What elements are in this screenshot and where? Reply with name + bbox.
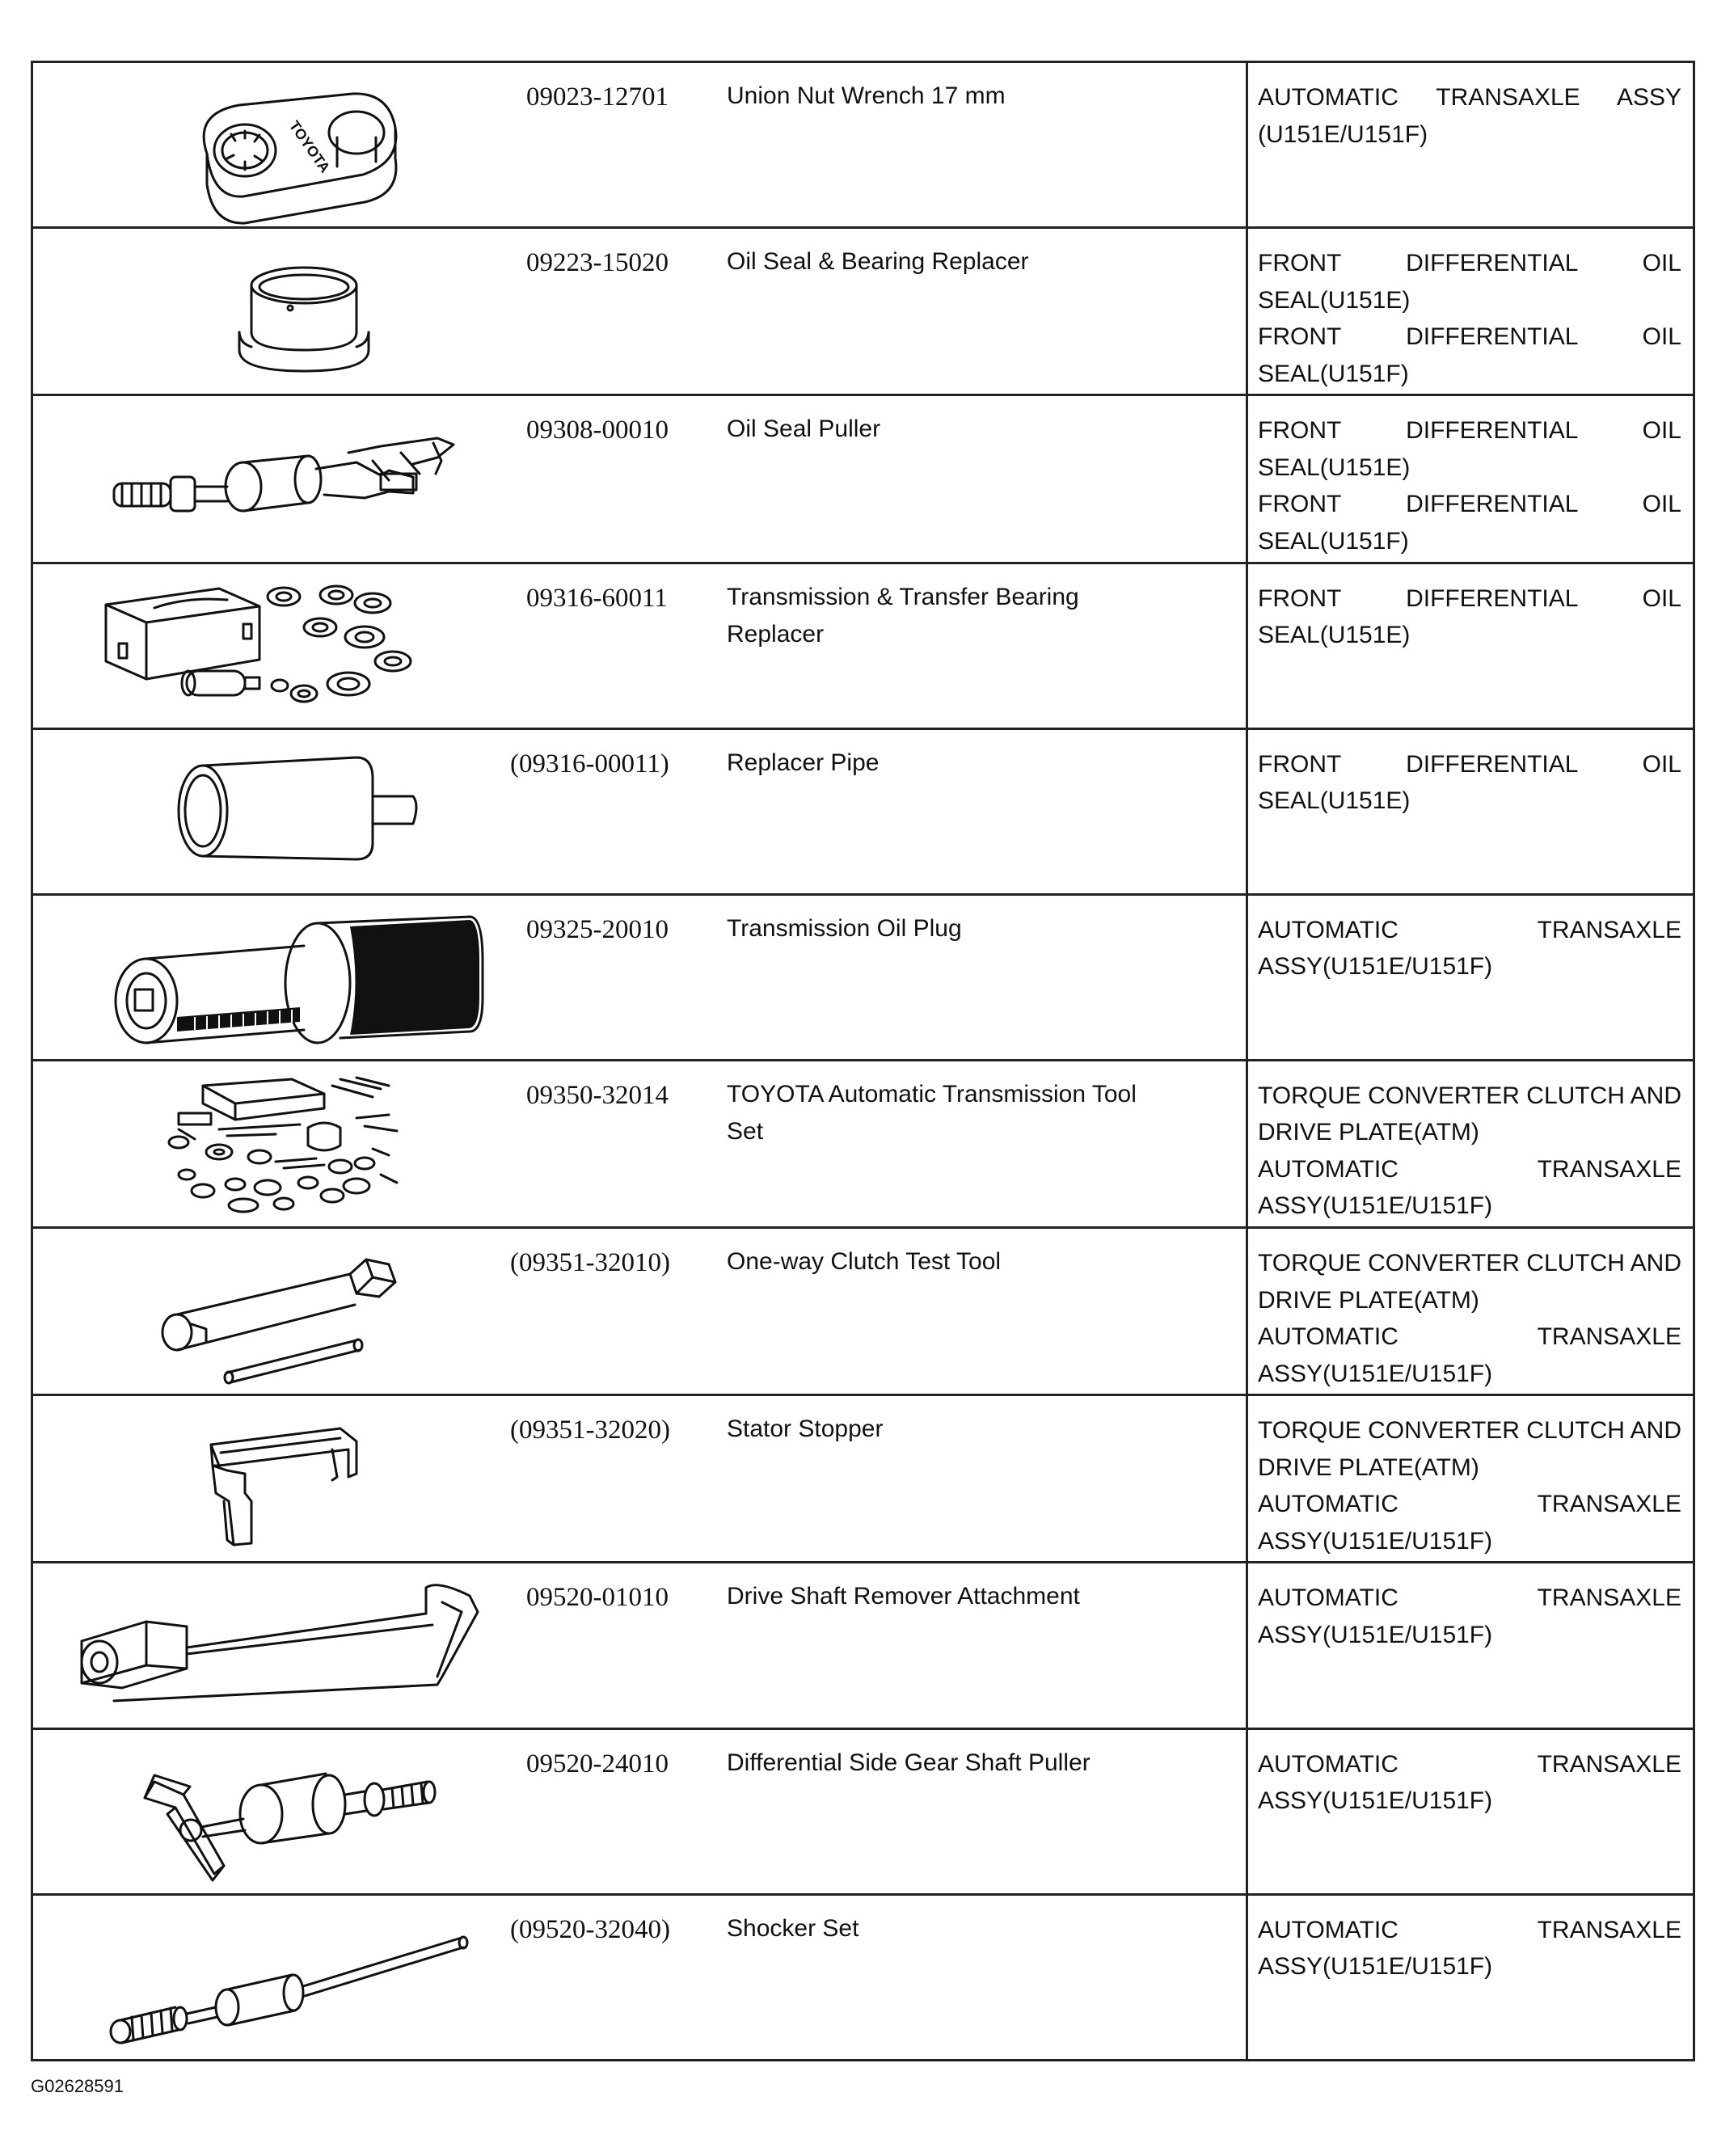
section-name: AUTOMATIC TRANSAXLE ASSY(U151E/U151F) (1258, 1155, 1681, 1220)
tool-name: Replacer Pipe (727, 749, 880, 776)
section-cell (1247, 62, 1694, 228)
wrench-brand-text: TOYOTA (285, 117, 334, 176)
section-list (1248, 1896, 1693, 1985)
oil-plug-illustration (33, 896, 502, 1057)
tool-illustration-cell (32, 395, 503, 563)
section-name: FRONT DIFFERENTIAL OIL SEAL(U151F) (1258, 323, 1681, 387)
tool-name: Oil Seal Puller (727, 416, 881, 443)
tool-name-cell (712, 62, 1247, 228)
tool-illustration-cell (32, 563, 503, 728)
section-name: AUTOMATIC TRANSAXLE ASSY(U151E/U151F) (1258, 1916, 1681, 1981)
tool-illustration-cell (32, 1728, 503, 1894)
part-number: (09351-32010) (510, 1248, 670, 1278)
section-name: TORQUE CONVERTER CLUTCH AND DRIVE PLATE(ATM) (1258, 1417, 1681, 1481)
part-number: 09350-32014 (526, 1080, 669, 1110)
section-cell (1247, 1395, 1694, 1563)
tool-name-cell (712, 1060, 1247, 1227)
section-name: AUTOMATIC TRANSAXLE ASSY (U151E/U151F) (1258, 84, 1681, 148)
tool-rows (32, 62, 1694, 2061)
section-cell (1247, 563, 1694, 728)
clutch-test-tool-illustration (33, 1229, 502, 1390)
tool-name: Drive Shaft Remover Attachment (727, 1583, 1080, 1610)
tool-illustration-cell (32, 1395, 503, 1563)
table-row (32, 728, 1694, 894)
table-row (32, 62, 1694, 228)
tool-illustration-cell (32, 228, 503, 395)
section-list (1248, 730, 1693, 820)
tool-illustration-cell (32, 62, 503, 228)
tool-name-cell (712, 1894, 1247, 2060)
section-name: AUTOMATIC TRANSAXLE ASSY(U151E/U151F) (1258, 1323, 1681, 1387)
section-name: AUTOMATIC TRANSAXLE ASSY(U151E/U151F) (1258, 916, 1681, 981)
part-number-cell (502, 228, 712, 395)
section-name: FRONT DIFFERENTIAL OIL SEAL(U151F) (1258, 491, 1681, 555)
table-row (32, 563, 1694, 728)
section-name: FRONT DIFFERENTIAL OIL SEAL(U151E) (1258, 750, 1681, 815)
section-list (1248, 63, 1693, 153)
tool-name-cell (712, 395, 1247, 563)
tool-illustration-cell (32, 1894, 503, 2060)
tool-name: Transmission Oil Plug (727, 914, 962, 942)
tool-name-cell (712, 1563, 1247, 1728)
tool-illustration-cell (32, 728, 503, 894)
section-cell (1247, 228, 1694, 395)
stator-stopper-illustration (33, 1396, 502, 1558)
part-number-cell (502, 1060, 712, 1227)
section-list (1248, 1563, 1693, 1653)
section-name: TORQUE CONVERTER CLUTCH AND DRIVE PLATE(ATM) (1258, 1250, 1681, 1314)
table-row (32, 228, 1694, 395)
section-list (1248, 396, 1693, 559)
section-list (1248, 1229, 1693, 1392)
tool-name: Oil Seal & Bearing Replacer (727, 248, 1029, 276)
part-number-cell (502, 62, 712, 228)
section-name: FRONT DIFFERENTIAL OIL SEAL(U151E) (1258, 250, 1681, 314)
oil-seal-puller-illustration (33, 396, 502, 558)
part-number: 09023-12701 (526, 82, 669, 112)
part-number: (09351-32020) (510, 1416, 670, 1445)
tool-name-cell (712, 1728, 1247, 1894)
tool-name-cell (712, 728, 1247, 894)
section-cell (1247, 894, 1694, 1060)
section-cell (1247, 1728, 1694, 1894)
section-list (1248, 896, 1693, 985)
part-number-cell (502, 728, 712, 894)
figure-code: G02628591 (31, 2076, 124, 2096)
oil-seal-replacer-illustration (33, 229, 502, 390)
table-row (32, 894, 1694, 1060)
part-number: 09308-00010 (526, 416, 669, 445)
section-name: AUTOMATIC TRANSAXLE ASSY(U151E/U151F) (1258, 1491, 1681, 1555)
section-name: AUTOMATIC TRANSAXLE ASSY(U151E/U151F) (1258, 1584, 1681, 1648)
section-cell (1247, 395, 1694, 563)
part-number-cell (502, 395, 712, 563)
union-nut-wrench-illustration (33, 63, 502, 225)
section-name: FRONT DIFFERENTIAL OIL SEAL(U151E) (1258, 584, 1681, 648)
part-number: 09316-60011 (526, 583, 668, 613)
tool-illustration-cell (32, 1563, 503, 1728)
table-row (32, 1228, 1694, 1395)
section-cell (1247, 1060, 1694, 1227)
tool-name: Shocker Set (727, 1914, 859, 1942)
tool-name: Union Nut Wrench 17 mm (727, 82, 1006, 109)
shocker-set-illustration (33, 1896, 502, 2057)
table-row (32, 1060, 1694, 1227)
section-cell (1247, 1228, 1694, 1395)
drive-shaft-remover-illustration (33, 1563, 502, 1725)
part-number-cell (502, 1894, 712, 2060)
section-list (1248, 1730, 1693, 1820)
tool-name: TOYOTA Automatic Transmission Tool Set (727, 1080, 1137, 1145)
section-list (1248, 229, 1693, 392)
tool-name-cell (712, 1228, 1247, 1395)
part-number-cell (502, 894, 712, 1060)
section-cell (1247, 728, 1694, 894)
special-service-tools-table (31, 61, 1695, 2061)
bearing-replacer-set-illustration (33, 564, 502, 726)
table-row (32, 1395, 1694, 1563)
section-cell (1247, 1563, 1694, 1728)
part-number: (09316-00011) (510, 749, 669, 778)
tool-set-illustration (33, 1061, 502, 1223)
tool-illustration-cell (32, 1060, 503, 1227)
tool-name-cell (712, 894, 1247, 1060)
table-row (32, 395, 1694, 563)
part-number: 09520-01010 (526, 1583, 669, 1613)
section-cell (1247, 1894, 1694, 2060)
tool-name-cell (712, 228, 1247, 395)
part-number: 09325-20010 (526, 914, 669, 944)
tool-name-cell (712, 1395, 1247, 1563)
section-name: AUTOMATIC TRANSAXLE ASSY(U151E/U151F) (1258, 1750, 1681, 1815)
part-number-cell (502, 1228, 712, 1395)
part-number: (09520-32040) (510, 1914, 670, 1944)
part-number-cell (502, 563, 712, 728)
section-list (1248, 564, 1693, 654)
tool-name: Differential Side Gear Shaft Puller (727, 1749, 1091, 1776)
tool-illustration-cell (32, 1228, 503, 1395)
tool-illustration-cell (32, 894, 503, 1060)
part-number-cell (502, 1728, 712, 1894)
side-gear-puller-illustration (33, 1730, 502, 1892)
part-number-cell (502, 1395, 712, 1563)
section-list (1248, 1061, 1693, 1225)
part-number-cell (502, 1563, 712, 1728)
table-row (32, 1563, 1694, 1728)
part-number: 09223-15020 (526, 248, 669, 278)
tool-name: Stator Stopper (727, 1416, 884, 1443)
section-name: FRONT DIFFERENTIAL OIL SEAL(U151E) (1258, 417, 1681, 481)
table-row (32, 1728, 1694, 1894)
part-number: 09520-24010 (526, 1749, 669, 1778)
table-row (32, 1894, 1694, 2060)
tool-name-cell (712, 563, 1247, 728)
section-list (1248, 1396, 1693, 1559)
replacer-pipe-illustration (33, 730, 502, 892)
tool-name: Transmission & Transfer Bearing Replacer (727, 583, 1079, 648)
section-name: TORQUE CONVERTER CLUTCH AND DRIVE PLATE(ATM) (1258, 1082, 1681, 1146)
tool-name: One-way Clutch Test Tool (727, 1248, 1002, 1276)
